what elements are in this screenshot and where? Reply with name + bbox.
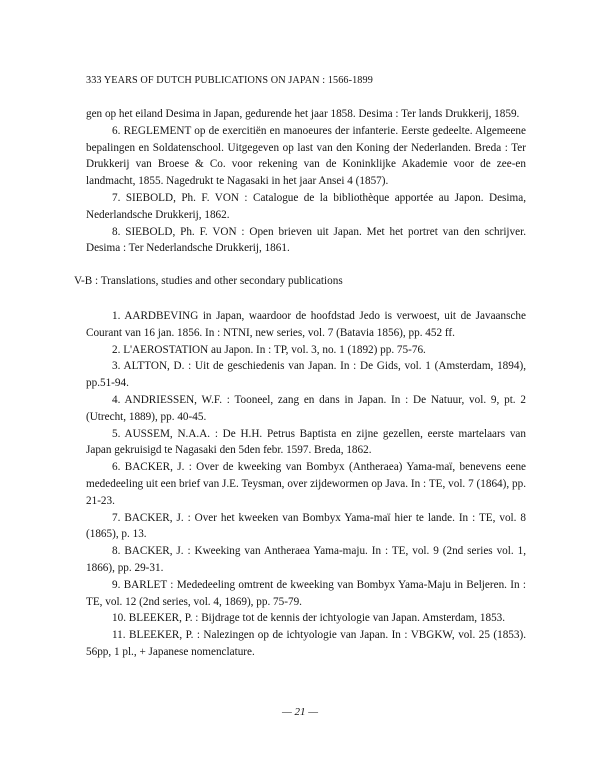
- bibliography-entry: 6. REGLEMENT op de exercitiën en manoeures der infanterie. Eerste gedeelte. Algemeene bepalingen en Soldatenschool. Uitgegeven op last van den Koning der Nederlanden. Breda : Ter Drukkerij van Broese & Co. voor rekening van de Koninklijke Akademie voor de zee-en landmacht, 1855. Nagedrukt te Nagasaki in het jaar Ansei 4 (1857).: [86, 124, 526, 188]
- page-body: [74, 106, 526, 661]
- page-number: — 21 —: [281, 706, 319, 718]
- bibliography-entry: 7. SIEBOLD, Ph. F. VON : Catalogue de la bibliothèque apportée au Japon. Desima, Nederlandsche Drukkerij, 1862.: [86, 191, 526, 221]
- bibliography-entry: 2. L'AEROSTATION au Japon. In : TP, vol. 3, no. 1 (1892) pp. 75-76.: [112, 343, 426, 356]
- bibliography-entry: 5. AUSSEM, N.A.A. : De H.H. Petrus Baptista en zijne gezellen, eerste martelaars van Japan gekruisigd te Nagasaki den 5den febr. 1597. Breda, 1862.: [86, 427, 526, 457]
- bibliography-entry: 9. BARLET : Mededeeling omtrent de kweeking van Bombyx Yama-Maju in Beljeren. In : TE, vol. 12 (2nd series, vol. 4, 1869), pp. 75-79.: [86, 578, 526, 608]
- bibliography-entry: 3. ALTTON, D. : Uit de geschiedenis van Japan. In : De Gids, vol. 1 (Amsterdam, 1894), pp.51-94.: [86, 360, 526, 390]
- bibliography-entry: 11. BLEEKER, P. : Nalezingen op de ichtyologie van Japan. In : VBGKW, vol. 25 (1853). 56pp, 1 pl., + Japanese nomenclature.: [86, 629, 526, 658]
- running-title: 333 YEARS OF DUTCH PUBLICATIONS ON JAPAN : 1566-1899: [86, 75, 373, 86]
- bibliography-entry: 10. BLEEKER, P. : Bijdrage tot de kennis der ichtyologie van Japan. Amsterdam, 1853.: [112, 612, 506, 625]
- entry-continuation: gen op het eiland Desima in Japan, gedurende het jaar 1858. Desima : Ter lands Drukkerij, 1859.: [86, 108, 520, 120]
- bibliography-entry: 8. BACKER, J. : Kweeking van Antheraea Yama-maju. In : TE, vol. 9 (2nd series vol. 1, 1866), pp. 29-31.: [86, 545, 526, 574]
- bibliography-entry: 6. BACKER, J. : Over de kweeking van Bombyx (Antheraea) Yama-maï, benevens eene mededeeling uit een brief van J.E. Teysman, over zijdewormen op Java. In : TE, vol. 7 (1864), pp. 21-23.: [86, 461, 526, 507]
- bibliography-entry: 7. BACKER, J. : Over het kweeken van Bombyx Yama-maï hier te lande. In : TE, vol. 8 (1865), p. 13.: [86, 511, 526, 541]
- bibliography-entry: 4. ANDRIESSEN, W.F. : Tooneel, zang en dans in Japan. In : De Natuur, vol. 9, pt. 2 (Utrecht, 1889), pp. 40-45.: [86, 393, 526, 423]
- bibliography-entry: 8. SIEBOLD, Ph. F. VON : Open brieven uit Japan. Met het portret van den schrijver. Desima : Ter Nederlandsche Drukkerij, 1861.: [86, 225, 526, 255]
- section-heading: V-B : Translations, studies and other secondary publications: [74, 275, 343, 288]
- bibliography-entry: 1. AARDBEVING in Japan, waardoor de hoofdstad Jedo is verwoest, uit de Javaansche Courant van 16 jan. 1856. In : NTNI, new series, vol. 7 (Batavia 1856), pp. 452 ff.: [86, 309, 526, 339]
